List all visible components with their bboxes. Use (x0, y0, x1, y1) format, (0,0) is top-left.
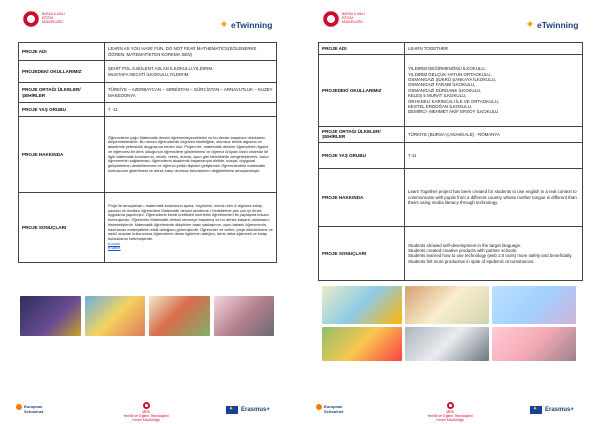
collage-photo (322, 327, 402, 361)
eu-school-1: European (24, 404, 43, 410)
collage-photo (322, 286, 402, 324)
left-page (0, 0, 292, 424)
row-value: TÜRKİYE – AZERBAYCAN – SIRBİSTAN – GÜRCİSTAN – ARNAVUTLUK – KUZEY MAKEDONYA (105, 83, 277, 103)
european-schoolnet-logo (316, 404, 343, 415)
erasmus-logo (226, 406, 270, 414)
table-row (19, 117, 277, 193)
eu-school-2: Schoolnet (324, 409, 344, 414)
poster-image (20, 296, 81, 336)
photo-strip (20, 296, 274, 336)
row-label: PROJE ORTAĞI ÜLKELER/ŞEHİRLER (19, 83, 105, 103)
meb-2: Yenilik ve Eğitim Teknolojileri (427, 414, 473, 419)
meb-3: Genel Müdürlüğü (132, 418, 160, 423)
row-label: PROJE SONUÇLARI (319, 226, 405, 280)
table-row (19, 193, 277, 263)
footer-left (0, 402, 292, 423)
row-value: ŞEHİT POL.S.BÜLENT ASLAN İLKOKULU,YILDIRIM. MUSTAFA NECATİ İLKOKULU,YILDIRIM (105, 61, 277, 83)
row-value: YILDIRIM DEĞİRMENÖNÜ İLKOKULU, YILDIRIM GELÇUK HATUN ORTAOKULU, OSMANGAZİ ŞÜKRÜ ŞANKAYA İLKOKULU, OSMANGAZİ FARABİ İLKOKULU, OSMANGAZİ DÜRDANE İLKOKULU, KELEŞ 5 MURAT İLKOKULU, ORHANELİ KARINCALI İLK VE ORTAOKULU, KESTEL ERDOĞAN İLKOKULU, DEMİRCİ- MEHMET AKİF ERSOY İLKOKULU (405, 55, 583, 127)
row-label: PROJE YAŞ GRUBU (19, 103, 105, 117)
row-value: LEARN AS YOU HAVE FUN, DO NOT FEAR MATHEMATICS(EĞLENERKE ÖĞREN, MATEMATİKTEN KORKMA SEN) (105, 43, 277, 61)
meb-logo (22, 10, 66, 34)
row-label: PROJE ADI (319, 43, 405, 55)
craft-photo (85, 296, 146, 336)
etwinning-logo (218, 18, 272, 32)
table-row (19, 43, 277, 61)
ebook-link[interactable]: e-book (108, 240, 120, 246)
collage-photo (492, 327, 576, 361)
row-label: PROJEDEKİ OKULLARIMIZ (19, 61, 105, 83)
meb-2: Yenilik ve Eğitim Teknolojileri (123, 414, 169, 419)
right-page (300, 0, 600, 424)
row-label: PROJE HAKKINDA (319, 168, 405, 226)
row-label: PROJE SONUÇLARI (19, 193, 105, 263)
table-row (319, 43, 583, 55)
collage-photo (405, 286, 489, 324)
row-value: Students showed self-development in the target language. Students created creative products with partner schools. Students learned how to use technology (web 2.0 tools) more safely and beneficially. Students felt more productive in spite of epidemic circumstances. (405, 226, 583, 280)
results-text: Proje ile amaçlanan • matematik korkusunu aşma, özgüvenli, olumlu ben & algısına sahip, yaratıcı ve üretken öğrencilere Matematik dersini sevdirme • hedeflerine pek çok iyi örnek uygulama yapılmıştır. Öğrencilerin kendi ürettikleri eserlerini öğretmenleri ile paylaşma imkanı bulmuşlardır. Öğrenciler Matematik dersini sevmeye başlamış ve bu derste başarılı olduklarını hissetmişlerdir. Matematik öğretiminde disiplinler arası yaklaşımın, oyun tabanlı öğrenmenin, hazırlanan materyallerin etkili olduğunu görmüşlerdir. Öğrenciler ve veliler, proje etkinliklerine ve web2 araçları kullanımına öğrencilerin derse ilgilerinin arttığını, dersi daha eğlenceli ve kolay bulduklarını belirtmişlerdir. (108, 202, 273, 241)
meb-3: Genel Müdürlüğü (436, 418, 464, 423)
project-table-left (18, 42, 277, 263)
meb-1: MEB (446, 410, 454, 414)
table-row (19, 83, 277, 103)
etwinning-logo-text: eTwinning (537, 20, 579, 30)
meb-footer-logo (422, 402, 478, 423)
classroom-photo (149, 296, 210, 336)
eu-flag-icon (226, 406, 238, 414)
meb-logo (322, 10, 366, 34)
meb-1: MEB (142, 410, 150, 414)
project-table-right (318, 42, 583, 281)
etwinning-star-icon: ✦ (219, 19, 229, 31)
row-label: PROJE ADI (19, 43, 105, 61)
schoolnet-dot-icon (16, 404, 22, 410)
ewave-link[interactable]: e-wave (108, 245, 121, 251)
erasmus-logo (530, 406, 574, 414)
european-schoolnet-logo (16, 404, 43, 415)
row-value: LEARN TOGETHER (405, 43, 583, 55)
table-row (319, 127, 583, 143)
etwinning-star-icon: ✦ (525, 19, 535, 31)
meb-logo-text: BURSA İL MİLLİ EĞİTİM MÜDÜRLÜĞÜ (342, 12, 366, 24)
table-row (319, 55, 583, 127)
artwork-photo (214, 296, 275, 336)
etwinning-logo-text: eTwinning (231, 20, 273, 30)
row-label: PROJE YAŞ GRUBU (319, 142, 405, 168)
erasmus-text: Erasmus+ (241, 407, 270, 413)
row-value (105, 193, 277, 263)
row-label: PROJE HAKKINDA (19, 117, 105, 193)
schoolnet-dot-icon (316, 404, 322, 410)
row-label: PROJE ORTAĞI ÜLKELER/ŞEHİRLER (319, 127, 405, 143)
row-value: TÜRKİYE (BURSA-ÇANAKKALE) - ROMANYA (405, 127, 583, 143)
erasmus-text: Erasmus+ (545, 407, 574, 413)
collage-photo (405, 327, 489, 361)
meb-footer-seal-icon (447, 402, 454, 409)
row-value: 7-11 (405, 142, 583, 168)
collage-photo (492, 286, 576, 324)
meb-seal-icon (22, 10, 40, 28)
table-row (19, 103, 277, 117)
eu-school-1: European (324, 404, 343, 410)
etwinning-logo (524, 18, 578, 32)
table-row (19, 61, 277, 83)
meb-footer-logo (118, 402, 174, 423)
table-row (319, 226, 583, 280)
eu-school-2: Schoolnet (24, 409, 44, 414)
table-row (319, 168, 583, 226)
row-label: PROJEDEKİ OKULLARIMIZ (319, 55, 405, 127)
table-row (319, 142, 583, 168)
meb-footer-seal-icon (143, 402, 150, 409)
footer-right (300, 402, 600, 423)
row-value: Öğrencilerin çoğu Matematik dersini öğrenemeyeceklerini ve bu derste başarısız olduklarını düşünmektedirler. Bu durum öğrencilerde özgüven eksikliğine, olumsuz benlik algısına ve akademik yetersizlik duygusuna neden olur. Projeni ile, matematik dersine öğrencilerin ilgisini ve eğlencesi bir ders olduğunun öğrencilere gösterilmesi ve öğrenci ürüyanı farklı ortamlar ile ilgili matematik konularının, müzik, resim, drama, oyun gibi etkinliklerle zenginleştirerek, kalıcı öğrenmenin sağlanması; öğrencilerin akademik başarılarıyla birlikte, sosyal, duygusal gelişimlerinin desteklenmesi ve öğrenci yetkin ilişkileri geliştirmek Öğrencilerdeki matematik korkusunun giderilmesi ve derse karşı olumsuz tutumlarının değiştirilmesi amaçlanmıştır. (105, 117, 277, 193)
row-value: Learn Together project has been created for students to use english in a real context to communicate with pupils from a different country whose mother tongue is different than theirs using media literacy through technology. (405, 168, 583, 226)
photo-collage (322, 286, 580, 361)
row-value: 7 -11 (105, 103, 277, 117)
eu-flag-icon (530, 406, 542, 414)
meb-logo-text: BURSA İL MİLLİ EĞİTİM MÜDÜRLÜĞÜ (42, 12, 66, 24)
meb-seal-icon (322, 10, 340, 28)
